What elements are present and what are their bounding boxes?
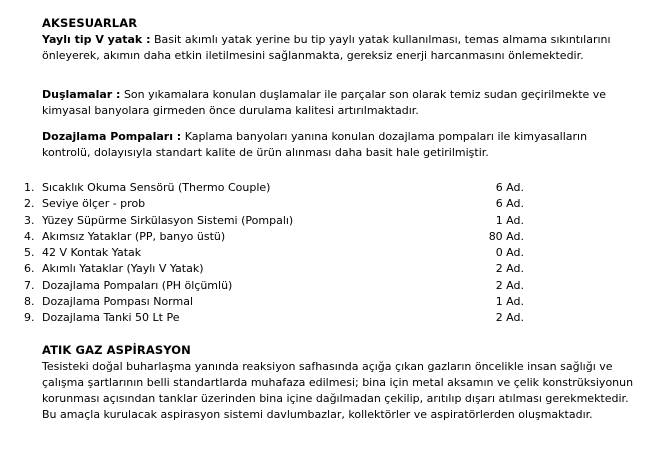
list-item [24,196,524,212]
list-item-number: 3. [24,213,35,227]
list-item-name: Akımlı Yataklar (Yaylı V Yatak) [42,262,204,276]
list-item-name: Dozajlama Pompası Normal [42,295,194,309]
shower-text-line-1: Son yıkamalara konulan duşlamalar ile parçalar son olarak temiz sudan geçirilmekte ve [123,88,607,101]
list-item-number: 9. [24,311,35,325]
exhaust-gas-aspiration-heading: ATIK GAZ ASPİRASYON [42,343,191,357]
list-item [24,278,524,294]
aspiration-text-line-2: çalışma şartlarının belli standartlarda muhafaza edilmesi; bina için metal aksamın ve çelik konstrüksiyonun [42,376,634,389]
list-item-name: 42 V Kontak Yatak [42,246,142,260]
spring-bearing-paragraph [42,32,622,64]
dosing-pump-term: Dozajlama Pompaları : [42,130,182,143]
shower-term: Duşlamalar : [42,88,121,101]
shower-text-line-2: kimyasal banyolara girmeden önce durulama kalitesi artırılmaktadır. [42,104,419,117]
list-item [24,261,524,277]
list-item-name: Akımsız Yataklar (PP, banyo üstü) [42,229,226,243]
list-item-number: 8. [24,295,35,309]
list-item [24,310,524,326]
spring-bearing-term: Yaylı tip V yatak : [42,33,151,46]
accessories-heading: AKSESUARLAR [42,16,138,30]
list-item-quantity: 2 Ad. [495,262,524,276]
equipment-list [24,180,524,327]
spring-bearing-text-line-2: önleyerek, akımın daha etkin iletilmesini sağlanmakta, gereksiz enerji harcanmasını önlemektedir. [42,49,584,62]
aspiration-text-line-4: Bu amaçla kurulacak aspirasyon sistemi davlumbazlar, kollektörler ve aspiratörlerden oluşmaktadır. [42,408,593,421]
aspiration-text-line-3: korunması açısından tanklar üzerinden bina içine dağılmadan çekilip, arıtılıp dışarı atılması gerekmektedir. [42,392,629,405]
list-item-quantity: 1 Ad. [495,295,524,309]
list-item-number: 2. [24,197,35,211]
list-item-name: Dozajlama Pompaları (PH ölçümlü) [42,278,233,292]
dosing-pump-text-line-1: Kaplama banyoları yanına konulan dozajlama pompaları ile kimyasalların [184,130,588,143]
list-item-quantity: 2 Ad. [495,278,524,292]
list-item-quantity: 80 Ad. [488,229,524,243]
list-item-quantity: 1 Ad. [495,213,524,227]
list-item-name: Seviye ölçer - prob [42,197,146,211]
list-item-name: Sıcaklık Okuma Sensörü (Thermo Couple) [42,181,271,194]
list-item-number: 7. [24,278,35,292]
list-item [24,213,524,229]
list-item [24,294,524,310]
list-item-number: 5. [24,246,35,260]
shower-paragraph [42,87,622,119]
list-item [24,229,524,245]
list-item-quantity: 2 Ad. [495,311,524,325]
list-item [24,180,524,196]
list-item [24,245,524,261]
spring-bearing-text-line-1: Basit akımlı yatak yerine bu tip yaylı yatak kullanılması, temas almama sıkıntılarını [153,33,611,46]
list-item-number: 4. [24,229,35,243]
aspiration-text-line-1: Tesisteki doğal buharlaşma yanında reaksiyon safhasında açığa çıkan gazların öncelikle insan sağlığı ve [42,360,613,373]
dosing-pump-text-line-2: kontrolü, dolayısıyla standart kalite de ürün alınması daha basit hale getirilmiştir. [42,146,489,159]
list-item-quantity: 6 Ad. [495,181,524,194]
dosing-pump-paragraph [42,129,622,161]
list-item-quantity: 0 Ad. [495,246,524,260]
list-item-quantity: 6 Ad. [495,197,524,211]
list-item-name: Yüzey Süpürme Sirkülasyon Sistemi (Pompalı) [42,213,294,227]
list-item-number: 1. [24,181,35,194]
list-item-number: 6. [24,262,35,276]
list-item-name: Dozajlama Tanki 50 Lt Pe [42,311,180,325]
aspiration-paragraph [42,359,642,423]
